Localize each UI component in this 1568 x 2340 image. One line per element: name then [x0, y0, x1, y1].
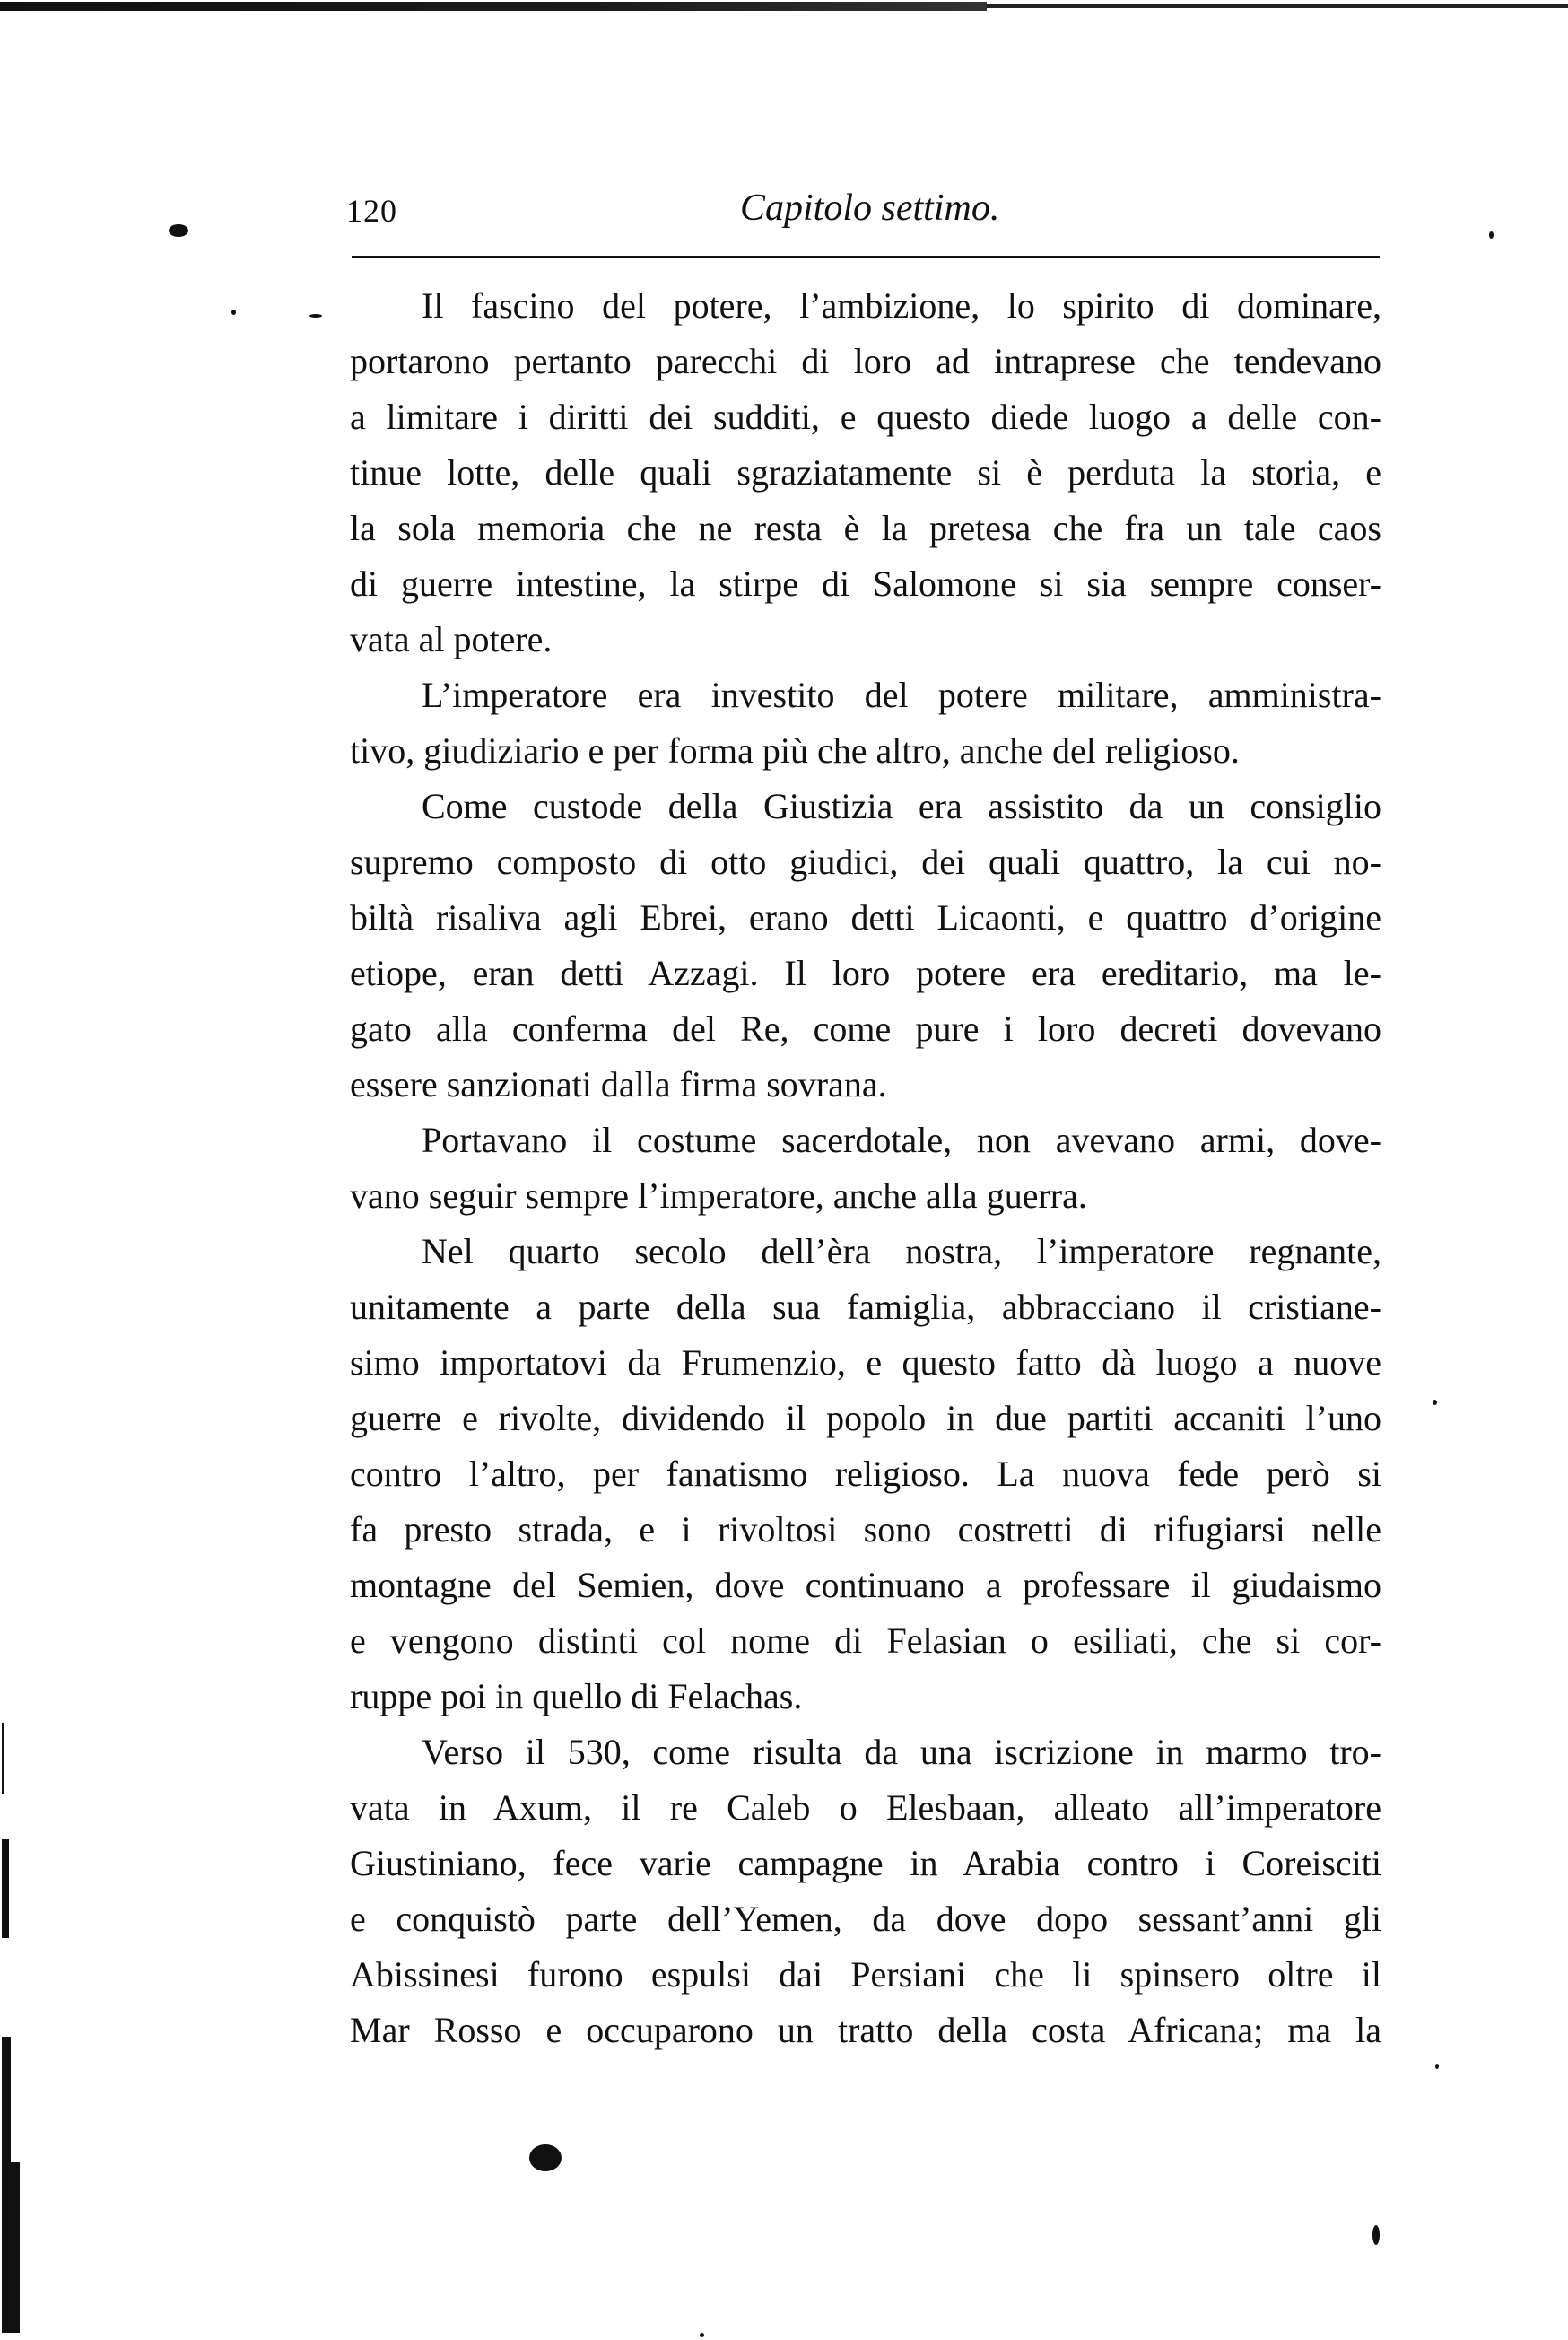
header-rule: [352, 256, 1380, 258]
scan-speck: [1489, 231, 1494, 239]
text-line: vano seguir sempre l’imperatore, anche alla guerra.: [350, 1175, 1087, 1216]
text-line: vata al potere.: [350, 619, 553, 659]
scan-left-edge-mark: [2, 1839, 9, 1938]
text-line: e conquistò parte dell’Yemen, da dove dopo sessant’anni gli: [350, 1899, 1381, 1939]
scan-speck: [309, 314, 322, 318]
text-line: contro l’altro, per fanatismo religioso. La nuova fede però si: [350, 1454, 1381, 1494]
scan-left-edge-mark: [2, 2162, 20, 2333]
text-line: la sola memoria che ne resta è la pretesa che fra un tale caos: [350, 508, 1381, 548]
text-line: simo importatovi da Frumenzio, e questo fatto dà luogo a nuove: [350, 1342, 1381, 1383]
text-line: montagne del Semien, dove continuano a professare il giudaismo: [350, 1565, 1381, 1605]
scan-speck: [529, 2144, 562, 2171]
text-line: di guerre intestine, la stirpe di Salomone si sia sempre conser-: [350, 563, 1381, 604]
text-line: Come custode della Giustizia era assistito da un consiglio: [422, 786, 1381, 826]
text-line: supremo composto di otto giudici, dei quali quattro, la cui no-: [350, 842, 1381, 882]
text-line: Nel quarto secolo dell’èra nostra, l’imperatore regnante,: [422, 1231, 1381, 1271]
text-line: L’imperatore era investito del potere militare, amministra-: [422, 675, 1381, 715]
text-line: vata in Axum, il re Caleb o Elesbaan, alleato all’imperatore: [350, 1787, 1381, 1828]
text-line: Giustiniano, fece varie campagne in Arabia contro i Coreisciti: [350, 1843, 1381, 1883]
text-line: e vengono distinti col nome di Felasian o esiliati, che si cor-: [350, 1620, 1381, 1661]
scan-left-edge-mark: [2, 2037, 11, 2162]
scan-speck: [169, 224, 188, 237]
text-line: Portavano il costume sacerdotale, non avevano armi, dove-: [422, 1120, 1381, 1160]
text-line: portarono pertanto parecchi di loro ad intraprese che tendevano: [350, 341, 1381, 381]
text-line: Il fascino del potere, l’ambizione, lo spirito di dominare,: [422, 285, 1381, 326]
text-line: a limitare i diritti dei sudditi, e questo diede luogo a delle con-: [350, 397, 1381, 437]
scan-speck: [231, 310, 236, 315]
scan-speck: [700, 2333, 704, 2337]
text-line: guerre e rivolte, dividendo il popolo in due partiti accaniti l’uno: [350, 1398, 1381, 1438]
scan-speck: [1433, 1400, 1437, 1405]
text-line: fa presto strada, e i rivoltosi sono costretti di rifugiarsi nelle: [350, 1509, 1381, 1550]
running-head: Capitolo settimo.: [740, 188, 1000, 229]
text-line: tivo, giudiziario e per forma più che altro, anche del religioso.: [350, 730, 1240, 771]
text-line: gato alla conferma del Re, come pure i loro decreti dovevano: [350, 1008, 1381, 1049]
text-line: unitamente a parte della sua famiglia, abbracciano il cristiane-: [350, 1287, 1381, 1327]
text-line: etiope, eran detti Azzagi. Il loro potere era ereditario, ma le-: [350, 953, 1381, 993]
text-line: Mar Rosso e occuparono un tratto della costa Africana; ma la: [350, 2010, 1381, 2050]
scan-speck: [1372, 2225, 1380, 2245]
text-line: essere sanzionati dalla firma sovrana.: [350, 1064, 887, 1105]
text-line: biltà risaliva agli Ebrei, erano detti Licaonti, e quattro d’origine: [350, 897, 1381, 938]
scan-band-light: [987, 4, 1568, 8]
scan-top-edge: [0, 0, 1568, 14]
text-line: Verso il 530, come risulta da una iscrizione in marmo tro-: [422, 1732, 1381, 1772]
scan-band-dark: [0, 2, 987, 11]
text-line: ruppe poi in quello di Felachas.: [350, 1676, 803, 1716]
text-line: Abissinesi furono espulsi dai Persiani che li spinsero oltre il: [350, 1954, 1381, 1995]
text-line: tinue lotte, delle quali sgraziatamente si è perduta la storia, e: [350, 452, 1381, 493]
page-number: 120: [346, 193, 397, 229]
scan-speck: [1435, 2064, 1439, 2069]
scan-left-edge-mark: [2, 1723, 4, 1794]
